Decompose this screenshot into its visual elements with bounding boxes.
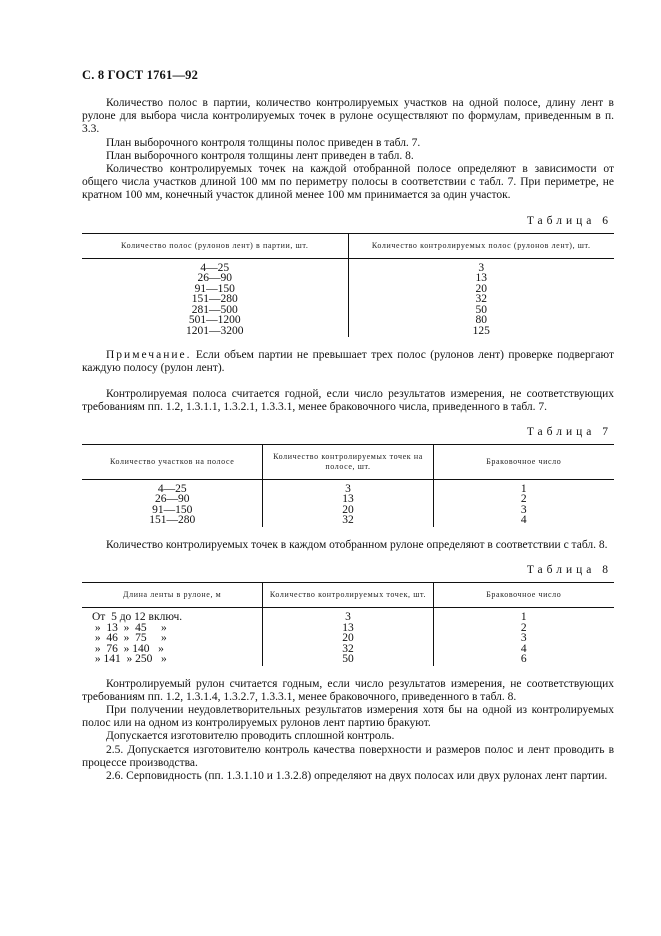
table8-col1-cell bbox=[82, 608, 263, 666]
table-cell: 4—25 bbox=[200, 261, 230, 274]
document-page bbox=[82, 68, 614, 783]
table-cell: 3 bbox=[520, 503, 527, 516]
table7-header-sections: Количество участков на полосе bbox=[82, 444, 263, 479]
table7-col1-cell bbox=[82, 479, 263, 527]
table-cell: 125 bbox=[472, 324, 490, 337]
table-cell: 50 bbox=[475, 303, 487, 316]
table7-col3-cell bbox=[433, 479, 614, 527]
table7-header-reject-number: Браковочное число bbox=[433, 444, 614, 479]
table-cell: 4 bbox=[520, 514, 527, 527]
table-cell: 26—90 bbox=[197, 272, 232, 285]
table-cell: 20 bbox=[342, 632, 354, 645]
note-text: Если объем партии не превышает трех полос (рулонов лент) проверке подвергают каждую полосу (рулон лент). bbox=[82, 349, 614, 375]
table8-header-points: Количество контролируемых точек, шт. bbox=[263, 583, 433, 608]
table-cell: 1 bbox=[520, 482, 527, 495]
table-cell: 26—90 bbox=[154, 493, 190, 506]
table6-col2-cell bbox=[348, 258, 614, 337]
table-cell: 13 bbox=[475, 272, 487, 285]
table-cell: » 13 » 45 » bbox=[92, 621, 167, 634]
table-cell: 2 bbox=[520, 621, 527, 634]
table-cell: 3 bbox=[520, 632, 527, 645]
paragraph-2-5: 2.5. Допускается изготовителю контроль качества поверхности и размеров полос и лент проводить в процессе производства. bbox=[82, 743, 614, 769]
table6-header-controlled-count: Количество контролируемых полос (рулонов лент), шт. bbox=[348, 233, 614, 258]
table8 bbox=[82, 582, 614, 666]
paragraph-full-control: Допускается изготовителю проводить сплошной контроль. bbox=[106, 730, 395, 743]
table-cell: 91—150 bbox=[194, 282, 235, 295]
table-cell: 3 bbox=[345, 482, 351, 495]
table-cell: 13 bbox=[342, 493, 354, 506]
table6-caption: Таблица 6 bbox=[526, 214, 612, 227]
paragraph-tape-plan: План выборочного контроля толщины лент приведен в табл. 8. bbox=[106, 149, 414, 162]
paragraph-points-on-strip: Количество контролируемых точек на каждой отобранной полосе определяют в зависимости от общего числа участков длиной 100 мм по периметру полосы в соответствии с табл. 7. При периметре, не кратном 100 мм, конечный участок длиной менее 100 мм принимается за один участок. bbox=[82, 163, 614, 202]
table-cell: 32 bbox=[342, 642, 354, 655]
table-cell: 1201—3200 bbox=[186, 324, 244, 337]
paragraph-roll-acceptance: Контролируемый рулон считается годным, если число результатов измерения, не соответствующих требованиям пп. 1.2, 1.3.1.4, 1.3.2.7, 1.3.3.1, менее браковочного, приведенного в табл. 8. bbox=[82, 677, 614, 703]
page-header: С. 8 ГОСТ 1761—92 bbox=[82, 68, 199, 82]
table-cell: 20 bbox=[342, 503, 354, 516]
table7-caption: Таблица 7 bbox=[526, 425, 612, 438]
note-label: Примечание. bbox=[106, 349, 192, 362]
table6-header-lot-count: Количество полос (рулонов лент) в партии, шт. bbox=[82, 233, 348, 258]
table8-col2-cell bbox=[263, 608, 433, 666]
table-cell: 501—1200 bbox=[188, 314, 241, 327]
table7 bbox=[82, 444, 614, 527]
paragraph-formulas: Количество полос в партии, количество контролируемых участков на одной полосе, длину лент в рулоне для выбора числа контролируемых точек в рулоне осуществляют по формулам, приведенным в п. 3.3. bbox=[82, 97, 614, 136]
table-cell: 1 bbox=[520, 611, 527, 624]
table-cell: 80 bbox=[475, 314, 487, 327]
table-cell: 32 bbox=[342, 514, 354, 527]
table-cell: 20 bbox=[475, 282, 487, 295]
table-cell: От 5 до 12 включ. bbox=[92, 611, 183, 624]
table8-header-reject-number: Браковочное число bbox=[433, 583, 614, 608]
table-cell: » 141 » 250 » bbox=[92, 653, 167, 666]
paragraph-strip-plan: План выборочного контроля толщины полос приведен в табл. 7. bbox=[106, 136, 421, 149]
table6-col1-cell bbox=[82, 258, 348, 337]
table8-col3-cell bbox=[433, 608, 614, 666]
table-cell: 281—500 bbox=[191, 303, 238, 316]
note-paragraph bbox=[82, 349, 614, 375]
table-cell: 2 bbox=[520, 493, 527, 506]
table7-header-points: Количество контролируемых точек на полосе, шт. bbox=[263, 444, 433, 479]
paragraph-2-6: 2.6. Серповидность (пп. 1.3.1.10 и 1.3.2.8) определяют на двух полосах или двух рулонах лент партии. bbox=[106, 770, 608, 783]
table-cell: 13 bbox=[342, 621, 354, 634]
table-cell: 3 bbox=[345, 611, 351, 624]
table8-caption: Таблица 8 bbox=[526, 564, 612, 577]
table-cell: 4 bbox=[520, 642, 527, 655]
table-cell: » 76 » 140 » bbox=[92, 642, 164, 655]
table-cell: 32 bbox=[475, 293, 487, 306]
paragraph-points-in-roll: Количество контролируемых точек в каждом отобранном рулоне определяют в соответствии с табл. 8. bbox=[106, 538, 608, 551]
table7-col2-cell bbox=[263, 479, 433, 527]
table6 bbox=[82, 233, 614, 338]
paragraph-strip-acceptance: Контролируемая полоса считается годной, если число результатов измерения, не соответствующих требованиям пп. 1.2, 1.3.1.1, 1.3.2.1, 1.3.3.1, менее браковочного числа, приведенного в табл. 7. bbox=[82, 387, 614, 413]
table-cell: 3 bbox=[478, 261, 485, 274]
table-cell: 6 bbox=[520, 653, 527, 666]
table-cell: 4—25 bbox=[157, 482, 187, 495]
table8-header-tape-length: Длина ленты в рулоне, м bbox=[82, 583, 263, 608]
table-cell: 151—280 bbox=[149, 514, 196, 527]
table-cell: 151—280 bbox=[191, 293, 238, 306]
table-cell: 91—150 bbox=[152, 503, 193, 516]
table-cell: » 46 » 75 » bbox=[92, 632, 167, 645]
paragraph-lot-rejection: При получении неудовлетворительных результатов измерения хотя бы на одной из контролируемых полос или на одном из контролируемых рулонов лент партию бракуют. bbox=[82, 704, 614, 730]
table-cell: 50 bbox=[342, 653, 354, 666]
